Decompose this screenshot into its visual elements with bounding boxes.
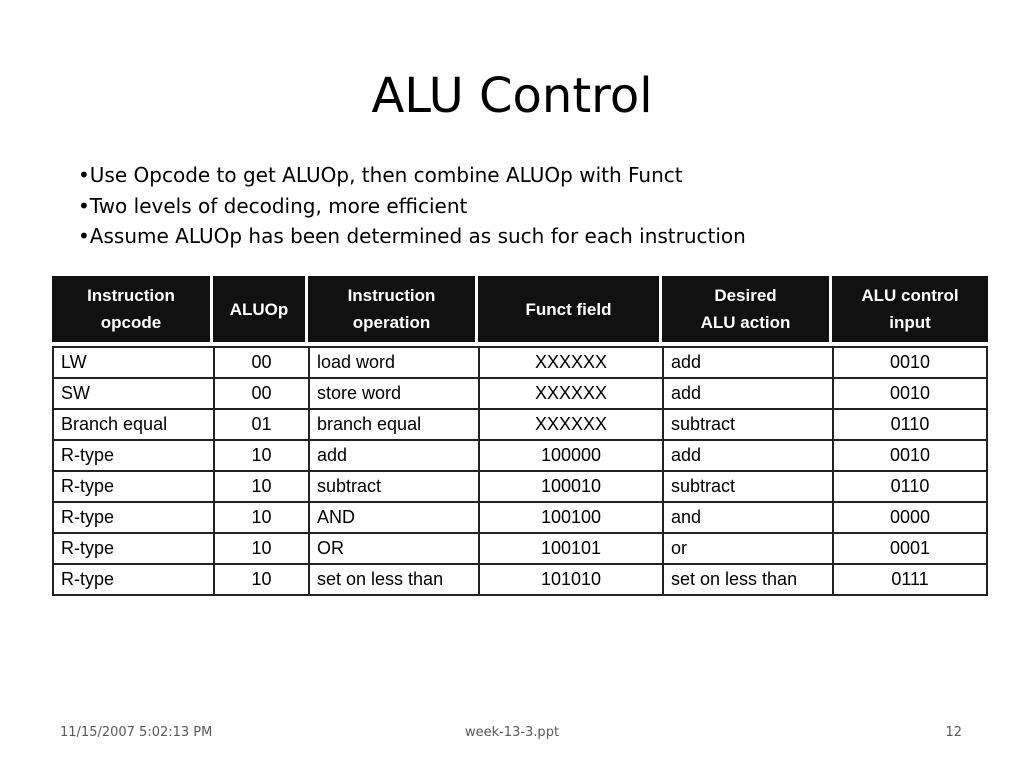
cell-aluop: 01	[213, 408, 308, 439]
cell-aluop: 10	[213, 470, 308, 501]
table-row	[52, 408, 988, 439]
header-instruction-opcode: Instruction opcode	[52, 276, 213, 342]
bullet-list	[78, 160, 978, 252]
cell-operation: AND	[308, 501, 478, 532]
cell-operation: set on less than	[308, 563, 478, 596]
header-desired-alu-action: Desired ALU action	[662, 276, 832, 342]
header-instruction-operation: Instruction operation	[308, 276, 478, 342]
table-row	[52, 439, 988, 470]
table-header-row	[52, 276, 988, 342]
cell-operation: store word	[308, 377, 478, 408]
cell-funct: 100101	[478, 532, 662, 563]
cell-aluop: 00	[213, 377, 308, 408]
cell-opcode: R-type	[52, 532, 213, 563]
cell-action: or	[662, 532, 832, 563]
cell-control-input: 0111	[832, 563, 988, 596]
cell-action: add	[662, 346, 832, 377]
cell-opcode: SW	[52, 377, 213, 408]
header-alu-control-input: ALU control input	[832, 276, 988, 342]
cell-funct: XXXXXX	[478, 346, 662, 377]
cell-operation: subtract	[308, 470, 478, 501]
cell-action: set on less than	[662, 563, 832, 596]
cell-operation: branch equal	[308, 408, 478, 439]
table-row	[52, 501, 988, 532]
cell-aluop: 00	[213, 346, 308, 377]
cell-action: and	[662, 501, 832, 532]
cell-opcode: R-type	[52, 501, 213, 532]
table-row	[52, 532, 988, 563]
footer-filename: week-13-3.ppt	[464, 725, 560, 740]
cell-aluop: 10	[213, 563, 308, 596]
cell-control-input: 0110	[832, 470, 988, 501]
cell-aluop: 10	[213, 501, 308, 532]
cell-aluop: 10	[213, 532, 308, 563]
cell-funct: 100100	[478, 501, 662, 532]
cell-aluop: 10	[213, 439, 308, 470]
cell-opcode: R-type	[52, 563, 213, 596]
cell-control-input: 0001	[832, 532, 988, 563]
table-row	[52, 377, 988, 408]
cell-operation: load word	[308, 346, 478, 377]
cell-opcode: R-type	[52, 470, 213, 501]
table-row	[52, 346, 988, 377]
cell-control-input: 0110	[832, 408, 988, 439]
cell-action: subtract	[662, 470, 832, 501]
table-row	[52, 563, 988, 596]
footer-page-number: 12	[945, 725, 962, 740]
cell-control-input: 0010	[832, 377, 988, 408]
bullet-item: • Two levels of decoding, more efficient	[78, 191, 978, 222]
cell-control-input: 0010	[832, 439, 988, 470]
cell-control-input: 0000	[832, 501, 988, 532]
header-aluop: ALUOp	[213, 276, 308, 342]
cell-funct: XXXXXX	[478, 377, 662, 408]
cell-funct: XXXXXX	[478, 408, 662, 439]
slide-title: ALU Control	[371, 68, 653, 124]
alu-control-table	[52, 276, 988, 596]
cell-action: subtract	[662, 408, 832, 439]
cell-opcode: Branch equal	[52, 408, 213, 439]
cell-funct: 100010	[478, 470, 662, 501]
cell-opcode: LW	[52, 346, 213, 377]
footer-date: 11/15/2007 5:02:13 PM	[60, 725, 213, 740]
cell-funct: 100000	[478, 439, 662, 470]
bullet-item: • Assume ALUOp has been determined as such for each instruction	[78, 221, 978, 252]
header-funct-field: Funct field	[478, 276, 662, 342]
bullet-item: • Use Opcode to get ALUOp, then combine ALUOp with Funct	[78, 160, 978, 191]
cell-control-input: 0010	[832, 346, 988, 377]
cell-operation: add	[308, 439, 478, 470]
cell-funct: 101010	[478, 563, 662, 596]
cell-action: add	[662, 439, 832, 470]
cell-operation: OR	[308, 532, 478, 563]
cell-action: add	[662, 377, 832, 408]
table-row	[52, 470, 988, 501]
cell-opcode: R-type	[52, 439, 213, 470]
